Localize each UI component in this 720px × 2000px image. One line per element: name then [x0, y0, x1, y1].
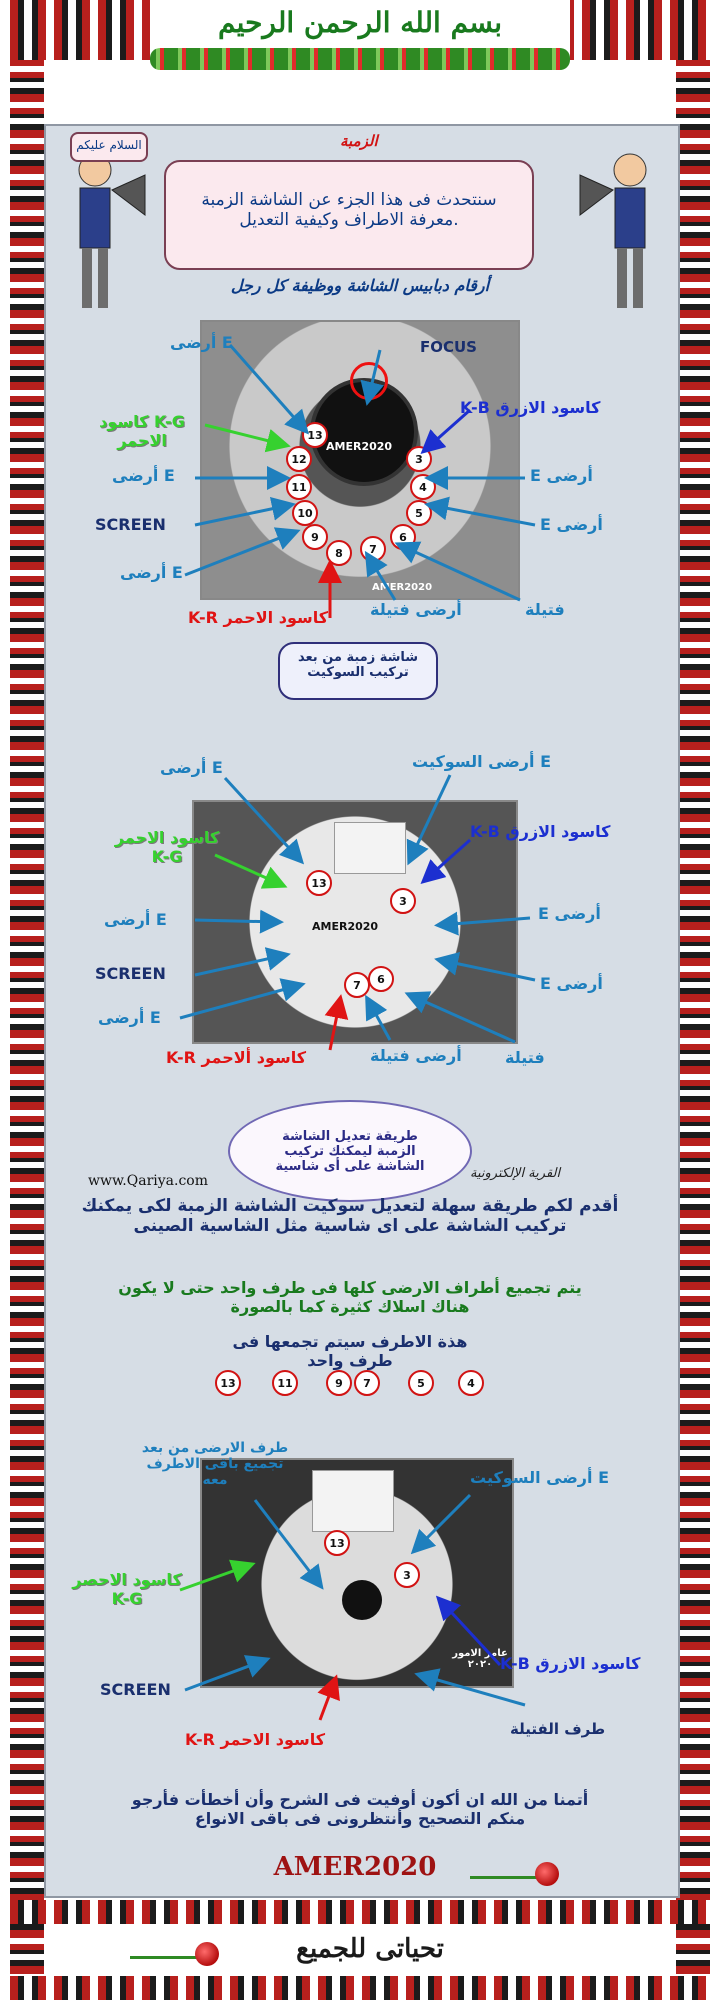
d1-kr-label: K-R كاسود الاحمر	[188, 608, 329, 627]
basmala-heading: بسم الله الرحمن الرحيم	[218, 6, 502, 39]
footer-brand: AMER2020	[273, 1852, 437, 1882]
pin3-3: 3	[394, 1562, 420, 1588]
pin2-13: 13	[306, 870, 332, 896]
d3-collected-earth-label: طرف الارضى من بعد تجميع باقى الاطرف معه	[141, 1440, 289, 1488]
earth-join-paragraph: يتم تجميع أطراف الارضى كلها فى طرف واحد حتى لا يكون هناك اسلاك كثيرة كما بالصورة	[118, 1278, 582, 1316]
rose-icon-footer	[195, 1942, 219, 1966]
photo3-signature: عامر الامور ٢٠٢٠	[452, 1648, 508, 1670]
rose-stem-2	[130, 1956, 200, 1959]
join-pin-9: 9	[326, 1370, 352, 1396]
pin-12: 12	[286, 446, 312, 472]
pin3-13: 13	[324, 1530, 350, 1556]
pin2-7: 7	[344, 972, 370, 998]
d2-socket-earth-label: أرضى السوكيت E	[412, 752, 551, 771]
rose-stem-1	[470, 1876, 540, 1879]
d2-kb-label: K-B كاسود الازرق	[470, 822, 611, 841]
pin-10: 10	[292, 500, 318, 526]
d2-earth-top-label: أرضى E	[160, 758, 223, 777]
footer-greeting: تحياتى للجميع	[296, 1934, 444, 1964]
pin-8: 8	[326, 540, 352, 566]
d3-screen-label: SCREEN	[100, 1680, 171, 1699]
socket-installed-callout: شاشة زمبة من بعد تركيب السوكيت	[278, 642, 438, 700]
d2-kr-label: K-R كاسود ألاحمر	[166, 1048, 307, 1067]
modify-method-text: طريقة تعديل الشاشة الزمبة ليمكنك تركيب الشاشة على أى شاسية	[275, 1128, 425, 1174]
join-pin-4: 4	[458, 1370, 484, 1396]
d2-kg-label: كاسود الاحمر K-G	[114, 828, 220, 866]
rose-icon	[535, 1862, 559, 1886]
bottom-border-ornament	[10, 1900, 710, 1924]
pin-3: 3	[406, 446, 432, 472]
section-title: الزمبة	[340, 132, 378, 150]
join-pin-11: 11	[272, 1370, 298, 1396]
d1-earth-top-label: أرضى E	[170, 333, 233, 352]
d1-earth-filament-label: أرضى فتيلة	[370, 600, 462, 619]
d3-kr-label: K-R كاسود الاحمر	[185, 1730, 326, 1749]
modify-method-cloud	[228, 1100, 472, 1202]
footer-border-ornament	[10, 1976, 710, 2000]
photo2-watermark: AMER2020	[312, 920, 379, 933]
site-url: www.Qariya.com	[88, 1173, 208, 1189]
d1-kb-label: K-B كاسود الازرق	[460, 398, 601, 417]
d3-socket-earth-label: أرضى السوكيت E	[470, 1468, 609, 1487]
d3-filament-end-label: طرف الفتيلة	[510, 1720, 606, 1738]
intro-callout: سنتحدث فى هذا الجزء عن الشاشة الزمبة .معرفة الاطراف وكيفية التعديل	[164, 160, 534, 270]
d2-earth-left-label: أرضى E	[104, 910, 167, 929]
pin-7: 7	[360, 536, 386, 562]
d2-earth-filament-label: أرضى فتيلة	[370, 1046, 462, 1065]
d1-earth-left2-label: أرضى E	[120, 563, 183, 582]
photo-watermark: AMER2020	[326, 440, 393, 453]
d1-earth-right-label: E أرضى	[530, 466, 593, 485]
pin-11: 11	[286, 474, 312, 500]
site-name: القرية الإلكترونية	[470, 1166, 561, 1181]
pins-subtitle: أرقام دبابيس الشاشة ووظيفة كل رجل	[230, 276, 490, 295]
d1-earth-right2-label: E أرضى	[540, 515, 603, 534]
pin2-6: 6	[368, 966, 394, 992]
d2-earth-left2-label: أرضى E	[98, 1008, 161, 1027]
pin-6: 6	[390, 524, 416, 550]
d1-kg-label: كاسود K-G الاحمر	[99, 412, 185, 450]
d2-screen-label: SCREEN	[95, 964, 166, 983]
d1-earth-left-label: أرضى E	[112, 466, 175, 485]
d2-earth-right2-label: E أرضى	[540, 974, 603, 993]
d1-focus-label: FOCUS	[420, 338, 477, 356]
join-pin-13: 13	[215, 1370, 241, 1396]
pin-9: 9	[302, 524, 328, 550]
diagram1-arrows	[0, 300, 720, 640]
floral-garland	[150, 48, 570, 70]
d1-filament-label: فتيلة	[525, 600, 565, 619]
d2-filament-label: فتيلة	[505, 1048, 545, 1067]
greeting-bubble: السلام عليكم	[70, 132, 148, 162]
pin-13: 13	[302, 422, 328, 448]
photo-watermark-bottom: AMER2020	[372, 582, 433, 593]
d3-kb-label: K-B كاسود الازرق	[500, 1654, 641, 1673]
pin2-3: 3	[390, 888, 416, 914]
d3-kg-label: كاسود الاحصر K-G	[72, 1570, 182, 1608]
join-pin-5: 5	[408, 1370, 434, 1396]
d1-screen-label: SCREEN	[95, 515, 166, 534]
closing-paragraph: أتمنا من الله ان أكون أوفيت فى الشرح وأن أخطأت فأرجو منكم التصحيح وأنتظرونى فى باقى الانواع	[131, 1790, 589, 1828]
d2-earth-right-label: E أرضى	[538, 904, 601, 923]
join-pin-7: 7	[354, 1370, 380, 1396]
pin-5: 5	[406, 500, 432, 526]
pin-4: 4	[410, 474, 436, 500]
join-note-paragraph: هذة الاطرف سيتم تجمعها فى طرف واحد	[232, 1332, 468, 1370]
intro-paragraph: أقدم لكم طريقة سهلة لتعديل سوكيت الشاشة الزمبة لكى يمكنك تركيب الشاشة على اى شاسية مثل الشاسية الصينى	[81, 1196, 619, 1236]
